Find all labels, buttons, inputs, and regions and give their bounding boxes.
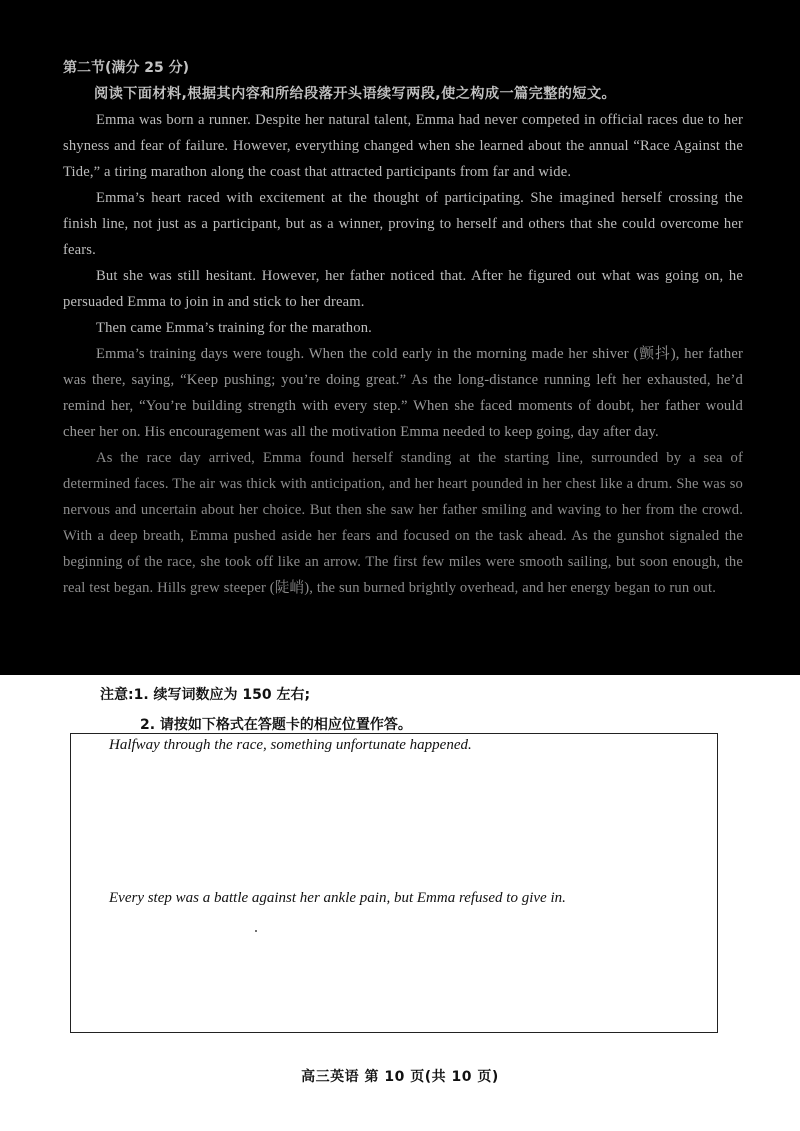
story-paragraph-1: Emma was born a runner. Despite her natural talent, Emma had never competed in official races due to her shyness and fear of failure. However, everything changed when she learned about the annual “Race Against the Tide,” a tiring marathon along the coast that attracted participants from far and wide. [63,112,743,180]
task-instruction: 阅读下面材料,根据其内容和所给段落开头语续写两段,使之构成一篇完整的短文。 [94,86,617,102]
note-format: 2. 请按如下格式在答题卡的相应位置作答。 [140,717,412,733]
story-paragraph-3: But she was still hesitant. However, her father noticed that. After he figured out what was going on, he persuaded Emma to join in and stick to her dream. [63,268,743,310]
writing-notes [100,680,412,740]
story-paragraph-4: Then came Emma’s training for the marathon. [96,320,372,336]
stray-mark [255,930,257,932]
page-footer: 高三英语 第 10 页(共 10 页) [301,1069,499,1085]
paragraph-1-opening: Halfway through the race, something unfortunate happened. [109,737,472,753]
story-paragraph-6: As the race day arrived, Emma found herself standing at the starting line, surrounded by a sea of determined faces. The air was thick with anticipation, and her heart pounded in her chest like a drum. She was so nervous and uncertain about her choice. But then she saw her father smiling and waving to her from the crowd. With a deep breath, Emma pushed aside her fears and focused on the task ahead. As the gunshot signaled the beginning of the race, she took off like an arrow. The first few miles were smooth sailing, but soon enough, the real test began. Hills grew steeper (陡峭), the sun burned brightly overhead, and her energy began to run out. [63,450,743,596]
note-word-count: 注意:1. 续写词数应为 150 左右; [100,687,311,703]
section-heading: 第二节(满分 25 分) [63,60,190,76]
answer-box[interactable] [70,733,718,1033]
story-paragraph-2: Emma’s heart raced with excitement at the thought of participating. She imagined herself crossing the finish line, not just as a participant, but as a winner, proving to herself and others that she could overcome her fears. [63,190,743,258]
paragraph-2-opening: Every step was a battle against her ankle pain, but Emma refused to give in. [109,890,566,906]
story-paragraph-5: Emma’s training days were tough. When the cold early in the morning made her shiver (颤抖), her father was there, saying, “Keep pushing; you’re doing great.” As the long-distance running left her exhausted, he’d remind her, “You’re building strength with every step.” When she faced moments of doubt, her father would cheer her on. His encouragement was all the motivation Emma needed to keep going, day after day. [63,346,743,440]
